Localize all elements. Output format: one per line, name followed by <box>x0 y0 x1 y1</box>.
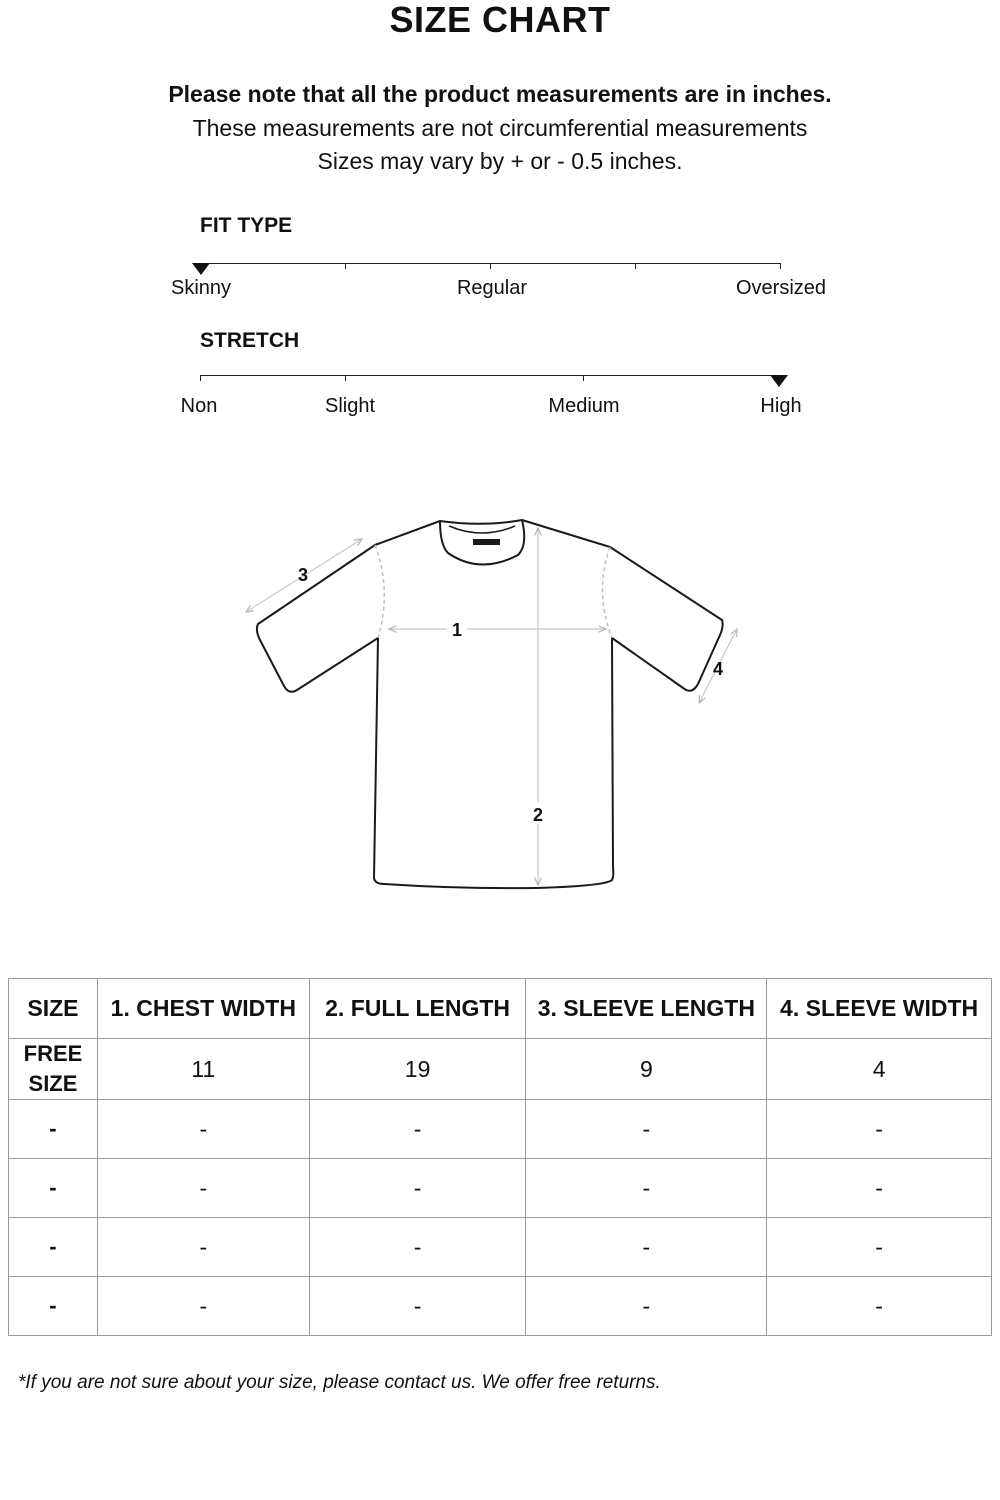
sleeve-width-cell: - <box>767 1277 992 1336</box>
fit-type-label-skinny: Skinny <box>170 277 232 299</box>
full-length-cell: - <box>309 1100 526 1159</box>
table-row <box>9 1159 992 1218</box>
sleeve-length-cell: 9 <box>526 1039 767 1100</box>
diagram-label-chest: 1 <box>451 620 463 640</box>
chest-width-cell: - <box>97 1218 309 1277</box>
diagram-label-sleeve-width: 4 <box>712 659 724 679</box>
fit-type-label-regular: Regular <box>456 277 528 299</box>
header-sleeve-width: 4. SLEEVE WIDTH <box>767 979 992 1039</box>
page-title: SIZE CHART <box>389 0 611 40</box>
fit-type-tick <box>635 263 636 269</box>
chest-width-cell: - <box>97 1277 309 1336</box>
fit-type-label-oversized: Oversized <box>735 277 827 299</box>
tshirt-outline <box>257 520 723 888</box>
fit-type-tick <box>345 263 346 269</box>
size-cell: - <box>9 1218 98 1277</box>
header-chest-width: 1. CHEST WIDTH <box>97 979 309 1039</box>
measurement-note-2: Sizes may vary by + or - 0.5 inches. <box>317 148 683 174</box>
fit-type-tick <box>780 263 781 269</box>
measurement-note-bold: Please note that all the product measurements are in inches. <box>168 81 832 107</box>
footnote: *If you are not sure about your size, please contact us. We offer free returns. <box>18 1372 661 1393</box>
stretch-marker <box>770 375 788 387</box>
sleeve-width-cell: 4 <box>767 1039 992 1100</box>
chest-width-cell: - <box>97 1100 309 1159</box>
sleeve-width-cell: - <box>767 1159 992 1218</box>
diagram-label-length: 2 <box>532 805 544 825</box>
size-table <box>8 978 992 1336</box>
full-length-cell: - <box>309 1159 526 1218</box>
size-cell: - <box>9 1100 98 1159</box>
tshirt-diagram <box>0 490 1000 910</box>
full-length-cell: - <box>309 1218 526 1277</box>
sleeve-width-cell: - <box>767 1218 992 1277</box>
table-row <box>9 1277 992 1336</box>
fit-type-tick <box>490 263 491 269</box>
stretch-label-medium: Medium <box>548 395 620 417</box>
sleeve-width-cell: - <box>767 1100 992 1159</box>
fit-type-marker <box>192 263 210 275</box>
size-cell: - <box>9 1277 98 1336</box>
sleeve-length-cell: - <box>526 1277 767 1336</box>
table-row <box>9 1100 992 1159</box>
stretch-label-non: Non <box>180 395 218 417</box>
table-row <box>9 1039 992 1100</box>
stretch-label-high: High <box>760 395 802 417</box>
stretch-title: STRETCH <box>200 329 300 352</box>
header-sleeve-length: 3. SLEEVE LENGTH <box>526 979 767 1039</box>
stretch-scale-line <box>200 375 780 376</box>
stretch-tick <box>200 375 201 381</box>
neck-label <box>473 539 500 545</box>
stretch-tick <box>583 375 584 381</box>
stretch-label-slight: Slight <box>324 395 376 417</box>
chest-width-cell: 11 <box>97 1039 309 1100</box>
chest-width-cell: - <box>97 1159 309 1218</box>
sleeve-length-cell: - <box>526 1218 767 1277</box>
size-cell: FREE SIZE <box>9 1039 98 1100</box>
size-cell: - <box>9 1159 98 1218</box>
stretch-tick <box>345 375 346 381</box>
header-size: SIZE <box>9 979 98 1039</box>
diagram-label-sleeve-length: 3 <box>297 565 309 585</box>
fit-type-title: FIT TYPE <box>200 214 293 237</box>
header-full-length: 2. FULL LENGTH <box>309 979 526 1039</box>
sleeve-length-cell: - <box>526 1100 767 1159</box>
measurement-note-1: These measurements are not circumferential measurements <box>192 115 808 141</box>
table-row <box>9 1218 992 1277</box>
full-length-cell: - <box>309 1277 526 1336</box>
table-header-row <box>9 979 992 1039</box>
sleeve-length-cell: - <box>526 1159 767 1218</box>
full-length-cell: 19 <box>309 1039 526 1100</box>
